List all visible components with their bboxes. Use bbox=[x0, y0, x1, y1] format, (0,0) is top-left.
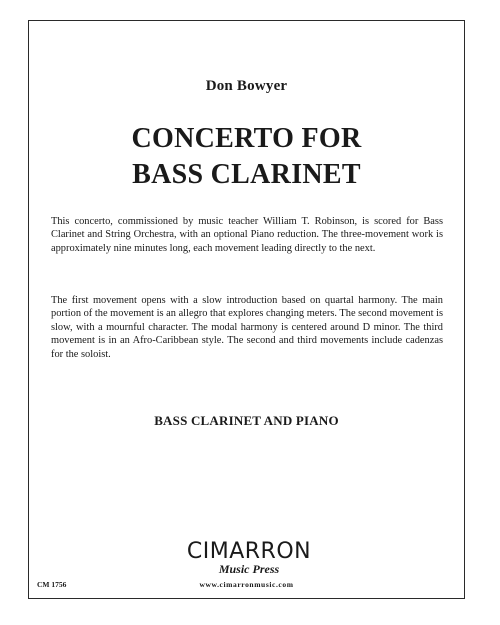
description-paragraph-1: This concerto, commissioned by music teacher William T. Robinson, is scored for Bass Clarinet and String Orchestra, with an optional Piano reduction. The three-movement work is approximately nine minutes long, each movement leading directly to the next. bbox=[51, 216, 443, 254]
publisher-logo bbox=[169, 539, 329, 575]
title-line-1: CONCERTO FOR bbox=[131, 123, 362, 154]
publisher-name: CIMARRON bbox=[186, 539, 312, 564]
publisher-website: www.cimarronmusic.com bbox=[199, 580, 294, 589]
description-paragraph-2: The first movement opens with a slow introduction based on quartal harmony. The main portion of the movement is an allegro that explores changing meters. The second movement is slow, with a mournful character. The modal harmony is centered around D minor. The third movement is in an Afro-Caribbean style. The second and third movements include cadenzas for the soloist. bbox=[51, 295, 443, 360]
composer-name: Don Bowyer bbox=[205, 78, 288, 94]
publisher-subtitle: Music Press bbox=[218, 562, 280, 576]
title-line-2: BASS CLARINET bbox=[132, 159, 361, 190]
instrumentation-label: BASS CLARINET AND PIANO bbox=[154, 413, 339, 428]
catalog-number: CM 1756 bbox=[37, 580, 67, 589]
cover-frame bbox=[28, 20, 465, 599]
work-title bbox=[29, 121, 464, 193]
